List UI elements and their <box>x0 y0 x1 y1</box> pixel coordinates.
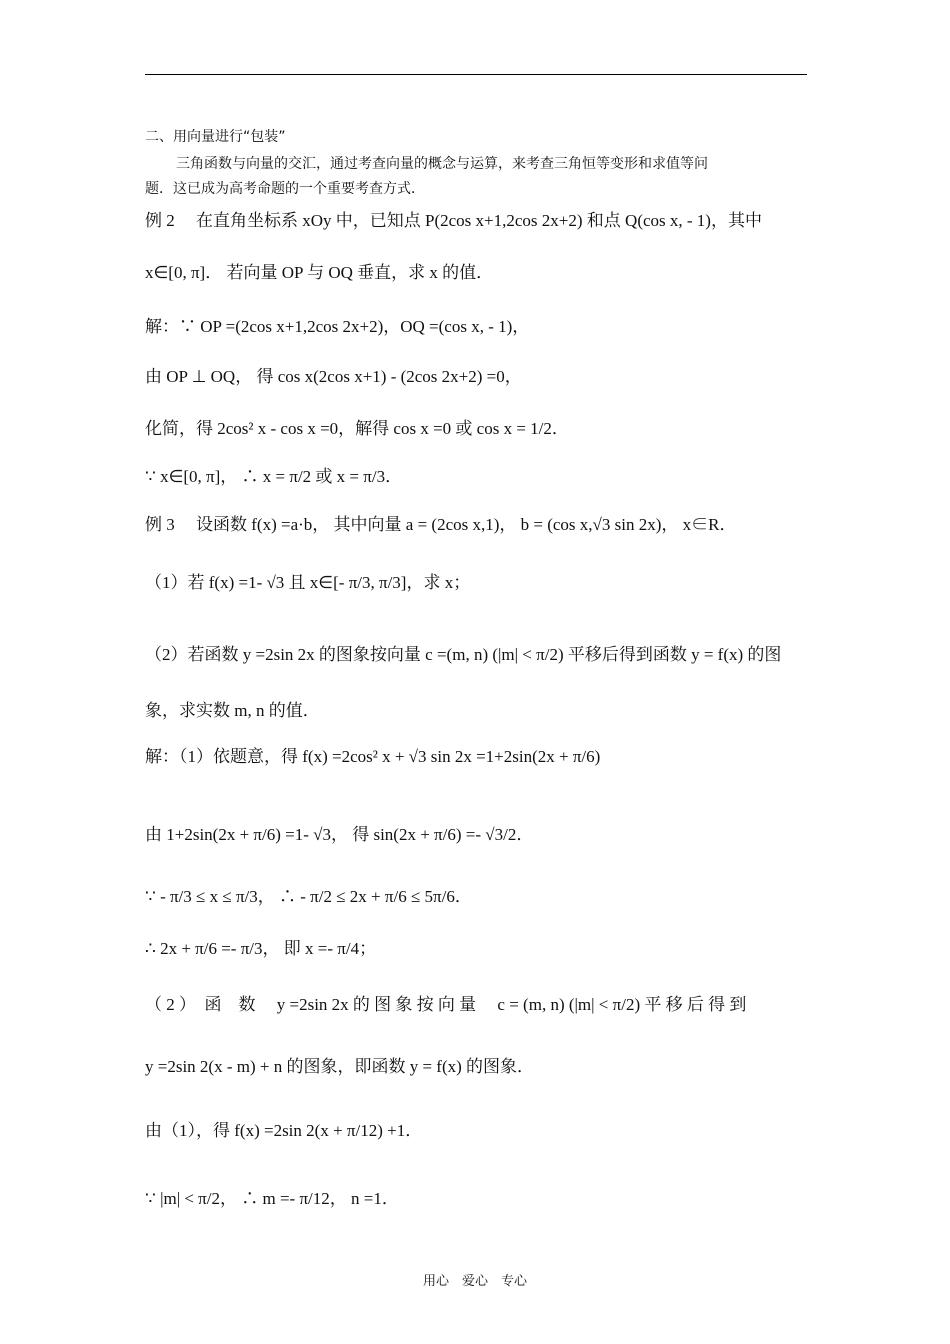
example-3-solution-line-2: 由 1+2sin(2x + π/6) =1- √3， 得 sin(2x + π/6) =- √3/2． <box>145 825 534 844</box>
example-3-question-1: （1）若 f(x) =1- √3 且 x∈[- π/3, π/3]，求 x； <box>145 573 471 592</box>
example-3-solution-line-8: ∵ |m| < π/2， ∴ m =- π/12， n =1． <box>145 1189 399 1208</box>
example-2-statement: 例 2 在直角坐标系 xOy 中，已知点 P(2cos x+1,2cos 2x+2) 和点 Q(cos x, - 1)，其中 <box>145 211 762 230</box>
example-2-solution-line-2: 由 OP ⊥ OQ， 得 cos x(2cos x+1) - (2cos 2x+2) =0， <box>145 367 522 386</box>
example-3-question-2-line-2: 象，求实数 m, n 的值． <box>145 701 320 720</box>
page-footer: 用心 爱心 专心 <box>422 1274 527 1289</box>
intro-line-2: 题．这已成为高考命题的一个重要考查方式． <box>145 181 425 197</box>
example-2-solution-line-3: 化简，得 2cos² x - cos x =0，解得 cos x =0 或 cos x = 1/2． <box>145 419 569 438</box>
example-3-solution-line-3: ∵ - π/3 ≤ x ≤ π/3， ∴ - π/2 ≤ 2x + π/6 ≤ 5π/6． <box>145 887 472 906</box>
intro-line-1: 三角函数与向量的交汇，通过考查向量的概念与运算，来考查三角恒等变形和求值等问 <box>176 156 708 172</box>
example-3-solution-line-1: 解：（1）依题意，得 f(x) =2cos² x + √3 sin 2x =1+2sin(2x + π/6) <box>145 747 601 766</box>
example-2-solution-line-4: ∵ x∈[0, π]， ∴ x = π/2 或 x = π/3． <box>145 467 403 486</box>
header-rule <box>145 74 807 75</box>
example-3-solution-line-6: y =2sin 2(x - m) + n 的图象，即函数 y = f(x) 的图象． <box>145 1057 535 1076</box>
example-3-solution-line-7: 由（1），得 f(x) =2sin 2(x + π/12) +1． <box>145 1121 423 1140</box>
section-title: 二、用向量进行“包装” <box>145 129 286 145</box>
example-3-statement: 例 3 设函数 f(x) =a·b， 其中向量 a = (2cos x,1)， b = (cos x,√3 sin 2x)， x∈R． <box>145 515 737 534</box>
example-3-solution-line-4: ∴ 2x + π/6 =- π/3， 即 x =- π/4； <box>145 939 377 958</box>
example-3-solution-line-5: （ 2 ） 函 数 y =2sin 2x 的 图 象 按 向 量 c = (m, n) (|m| < π/2) 平 移 后 得 到 <box>145 995 747 1014</box>
example-3-question-2-line-1: （2）若函数 y =2sin 2x 的图象按向量 c =(m, n) (|m| < π/2) 平移后得到函数 y = f(x) 的图 <box>145 645 782 664</box>
example-2-solution-line-1: 解：∵ OP =(2cos x+1,2cos 2x+2)，OQ =(cos x, - 1)， <box>145 317 530 336</box>
example-2-question: x∈[0, π]． 若向量 OP 与 OQ 垂直，求 x 的值． <box>145 263 494 282</box>
